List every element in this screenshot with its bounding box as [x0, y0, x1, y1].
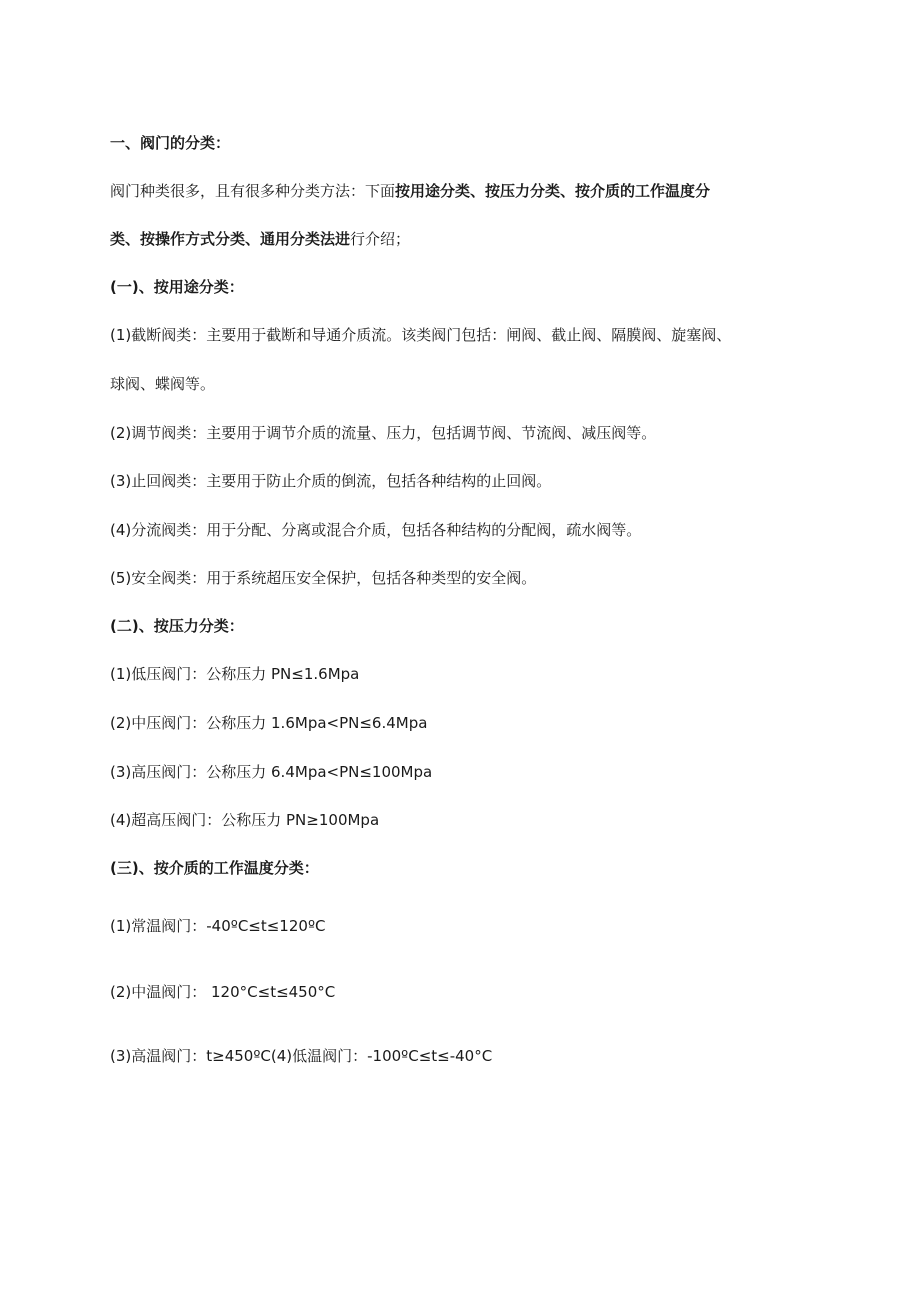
section2-item: (2)中压阀门：公称压力 1.6Mpa<PN≤6.4Mpa: [110, 714, 428, 732]
intro-line-2: [110, 229, 410, 249]
section2-item: (1)低压阀门：公称压力 PN≤1.6Mpa: [110, 665, 360, 683]
intro-line-1-bold: 按用途分类、按压力分类、按介质的工作温度分: [395, 182, 711, 200]
section1-item: (4)分流阀类：用于分配、分离或混合介质，包括各种结构的分配阀，疏水阀等。: [110, 521, 642, 539]
section2-item: (3)高压阀门：公称压力 6.4Mpa<PN≤100Mpa: [110, 763, 433, 781]
intro-line-2-plain: 行介绍；: [350, 230, 411, 248]
section1-item: (3)止回阀类：主要用于防止介质的倒流，包括各种结构的止回阀。: [110, 472, 552, 490]
section3-item: (3)高温阀门：t≥450ºC(4)低温阀门：-100ºC≤t≤-40°C: [110, 1047, 493, 1065]
section1-heading: (一)、按用途分类：: [110, 278, 244, 296]
section1-item: (2)调节阀类：主要用于调节介质的流量、压力，包括调节阀、节流阀、减压阀等。: [110, 424, 657, 442]
main-heading: 一、阀门的分类：: [110, 134, 231, 152]
section3-item: (2)中温阀门： 120°C≤t≤450°C: [110, 983, 336, 1001]
intro-line-1-plain: 阀门种类很多，且有很多种分类方法：下面: [110, 182, 396, 200]
section2-heading: (二)、按压力分类：: [110, 617, 244, 635]
section3-heading: (三)、按介质的工作温度分类：: [110, 859, 319, 877]
section1-item: (1)截断阀类：主要用于截断和导通介质流。该类阀门包括：闸阀、截止阀、隔膜阀、旋塞阀、: [110, 326, 732, 344]
section2-item: (4)超高压阀门：公称压力 PN≥100Mpa: [110, 811, 380, 829]
section1-item: 球阀、蝶阀等。: [110, 375, 216, 393]
section3-item: (1)常温阀门：-40ºC≤t≤120ºC: [110, 917, 326, 935]
intro-line-2-bold: 类、按操作方式分类、通用分类法进: [110, 230, 351, 248]
section1-item: (5)安全阀类：用于系统超压安全保护，包括各种类型的安全阀。: [110, 569, 537, 587]
intro-line-1: [110, 181, 710, 201]
